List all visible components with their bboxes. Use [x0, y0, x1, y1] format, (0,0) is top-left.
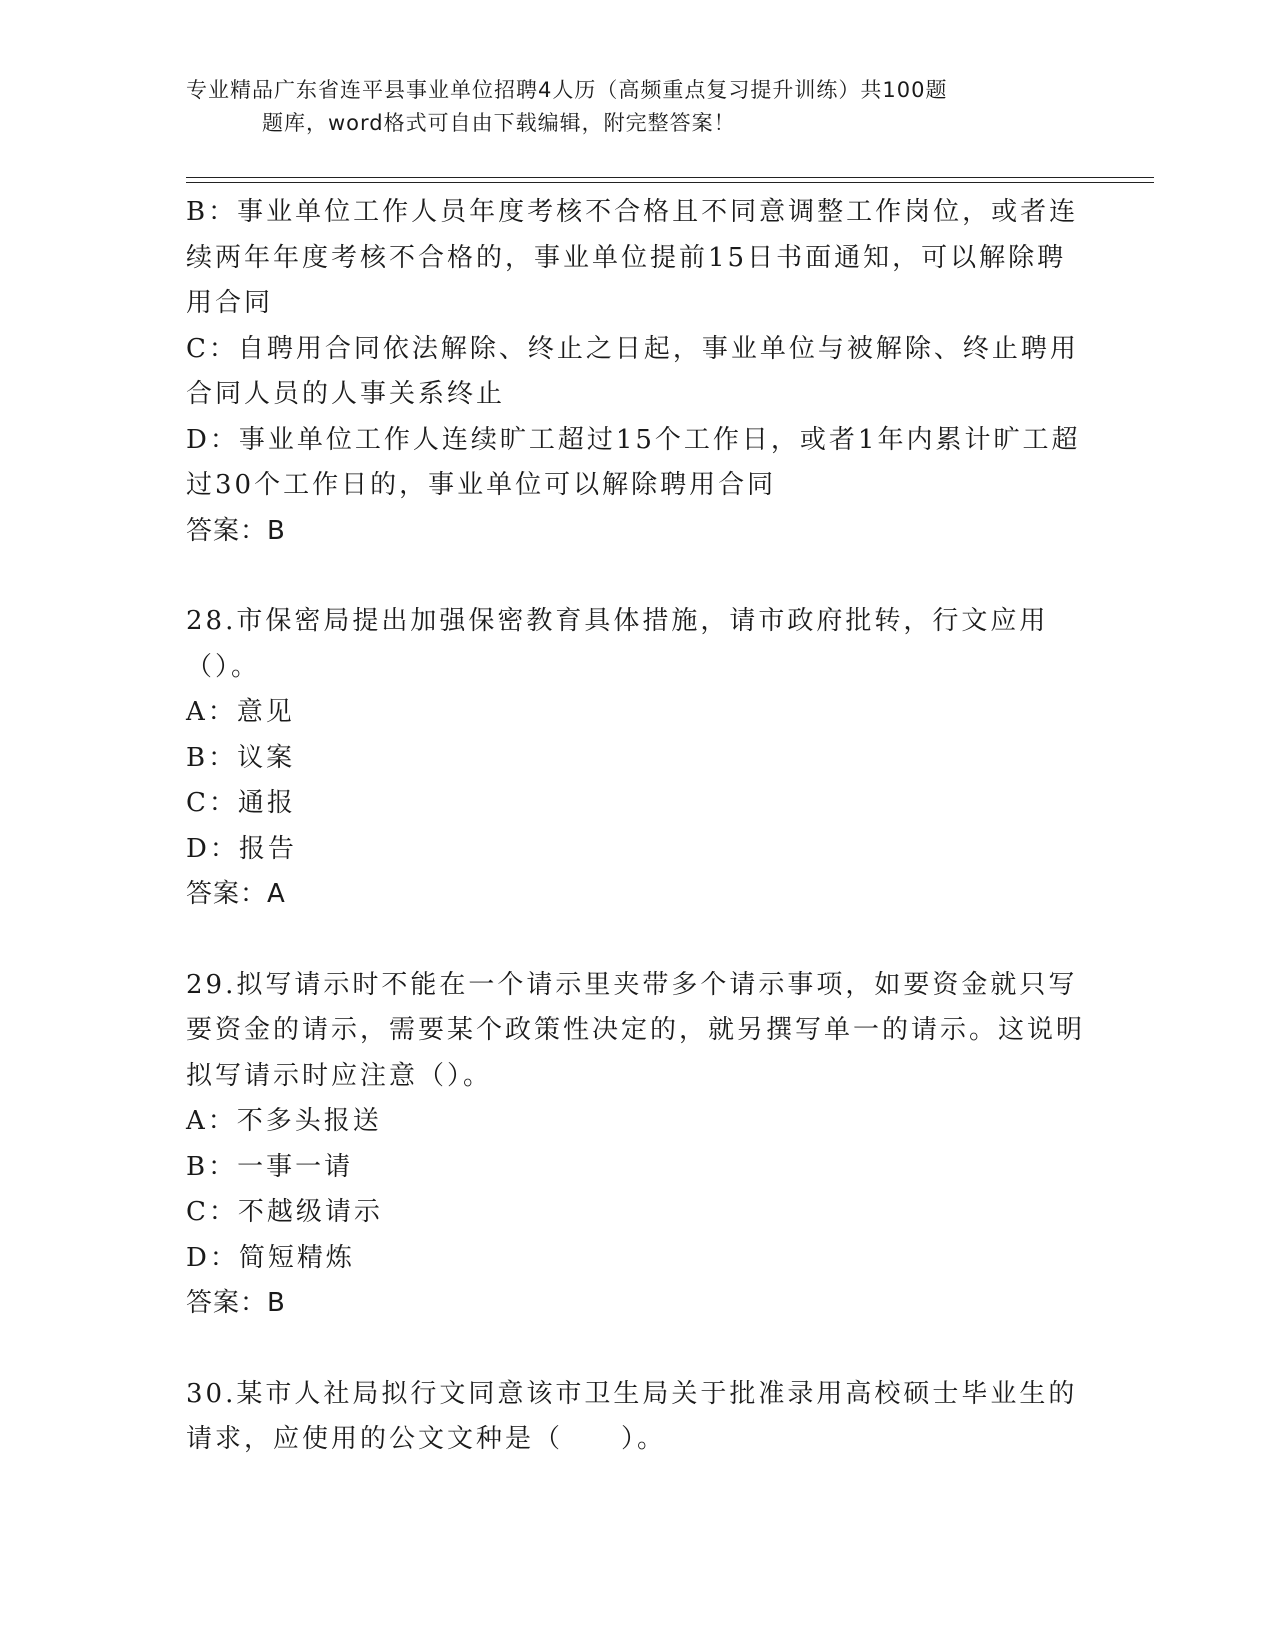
question-stem: 28.市保密局提出加强保密教育具体措施，请市政府批转，行文应用（）。	[186, 606, 1049, 682]
answer: 答案：B	[186, 1288, 286, 1318]
question-stem: 30.某市人社局拟行文同意该市卫生局关于批准录用高校硕士毕业生的请求，应使用的公文文种是（ ）。	[186, 1378, 1078, 1454]
answer: 答案：A	[186, 879, 286, 909]
option-c: C：通报	[186, 788, 296, 818]
option-b: B：议案	[186, 742, 296, 773]
question-27-continued	[186, 190, 1086, 554]
option-a: A：不多头报送	[186, 1106, 382, 1136]
spacer	[186, 918, 1086, 963]
option-c: C：自聘用合同依法解除、终止之日起，事业单位与被解除、终止聘用合同人员的人事关系终止	[186, 333, 1079, 409]
header-title-line2: 题库，word格式可自由下载编辑，附完整答案！	[262, 111, 736, 135]
question-stem: 29.拟写请示时不能在一个请示里夹带多个请示事项，如要资金就只写要资金的请示，需要某个政策性决定的，就另撰写单一的请示。这说明拟写请示时应注意（）。	[186, 969, 1086, 1091]
document-body	[186, 190, 1086, 1463]
spacer	[186, 554, 1086, 599]
answer: 答案：B	[186, 515, 286, 546]
header-rule-top	[186, 177, 1154, 178]
option-a: A：意见	[186, 697, 295, 727]
spacer	[186, 1327, 1086, 1372]
option-d: D：报告	[186, 833, 297, 864]
option-d: D：简短精炼	[186, 1242, 355, 1273]
option-b: B：事业单位工作人员年度考核不合格且不同意调整工作岗位，或者连续两年年度考核不合格的，事业单位提前15日书面通知，可以解除聘用合同	[186, 197, 1079, 318]
question-28	[186, 599, 1086, 918]
question-29	[186, 963, 1086, 1327]
option-b: B：一事一请	[186, 1151, 354, 1182]
question-30	[186, 1372, 1086, 1463]
option-d: D：事业单位工作人连续旷工超过15个工作日，或者1年内累计旷工超过30个工作日的，事业单位可以解除聘用合同	[186, 424, 1081, 500]
option-c: C：不越级请示	[186, 1197, 383, 1227]
header-rule-bottom	[186, 182, 1154, 183]
header-title-line1: 专业精品广东省连平县事业单位招聘4人历（高频重点复习提升训练）共100题	[186, 78, 948, 102]
document-header	[186, 74, 1066, 140]
